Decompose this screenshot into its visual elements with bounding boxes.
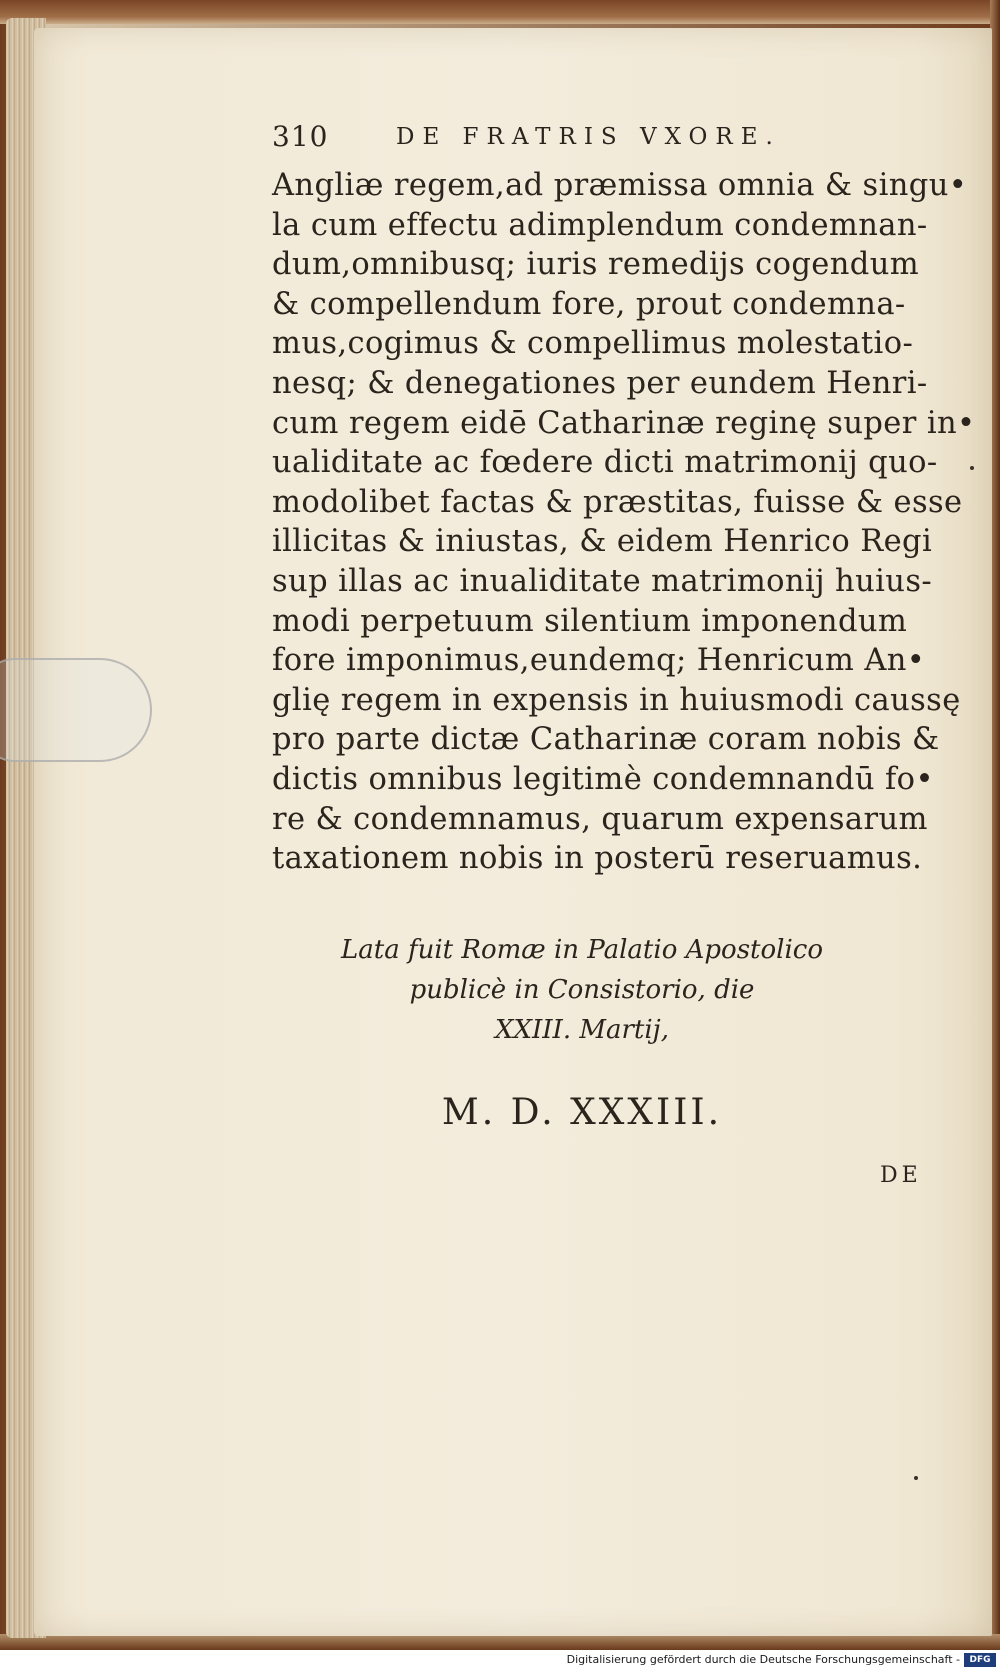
colophon-line: Lata fuit Romæ in Palatio Apostolico [341, 935, 823, 965]
dfg-logo: DFG [964, 1653, 996, 1667]
body-line: mus,cogimus & compellimus molestatio- [272, 326, 914, 362]
body-line: illicitas & iniustas, & eidem Henrico Regi [272, 524, 933, 560]
colophon-line: XXIII. Martij, [494, 1015, 669, 1045]
credit-text: Digitalisierung gefördert durch die Deutsche Forschungsgemeinschaft - [566, 1653, 960, 1666]
body-line: ualiditate ac fœdere dicti matrimonij quo- [272, 445, 938, 481]
body-line: modolibet factas & præstitas, fuisse & esse [272, 484, 963, 520]
book-top-edge [0, 0, 1000, 24]
body-line: cum regem eidē Catharinæ reginę super in• [272, 405, 976, 441]
body-line: nesq; & denegationes per eundem Henri- [272, 365, 928, 401]
catchword: DE [880, 1163, 922, 1188]
body-text [272, 166, 976, 879]
running-head [272, 120, 932, 166]
body-line: Angliæ regem,ad præmissa omnia & singu• [272, 168, 968, 203]
page-number: 310 [272, 120, 329, 153]
body-line: & compellendum fore, prout condemna- [272, 286, 906, 322]
body-line: dum,omnibusq; iuris remedijs cogendum [272, 247, 920, 283]
colophon-line: publicè in Consistorio, die [409, 975, 755, 1005]
running-title: DE FRATRIS VXORE. [396, 124, 781, 150]
colophon [272, 930, 892, 1138]
body-line: pro parte dictæ Catharinæ coram nobis & [272, 722, 940, 758]
credit-bar [0, 1650, 1000, 1670]
page-clip [0, 658, 152, 762]
body-line: taxationem nobis in posterū reseruamus. [272, 841, 923, 877]
body-line: modi perpetuum silentium imponendum [272, 603, 908, 639]
body-line: sup illas ac inualiditate matrimonij huius- [272, 563, 933, 599]
body-line: glię regem in expensis in huiusmodi caussę [272, 682, 961, 718]
text-block [272, 120, 976, 879]
ink-speck [970, 466, 974, 470]
body-line: dictis omnibus legitimè condemnandū fo• [272, 761, 934, 797]
book-bottom-edge [0, 1634, 1000, 1650]
body-line: la cum effectu adimplendum condemnan- [272, 207, 928, 243]
date-line: M. D. XXXIII. [441, 1092, 723, 1133]
ink-speck [914, 1476, 918, 1480]
body-line: re & condemnamus, quarum expensarum [272, 801, 928, 837]
body-line: fore imponimus,eundemq; Henricum An• [272, 643, 926, 679]
